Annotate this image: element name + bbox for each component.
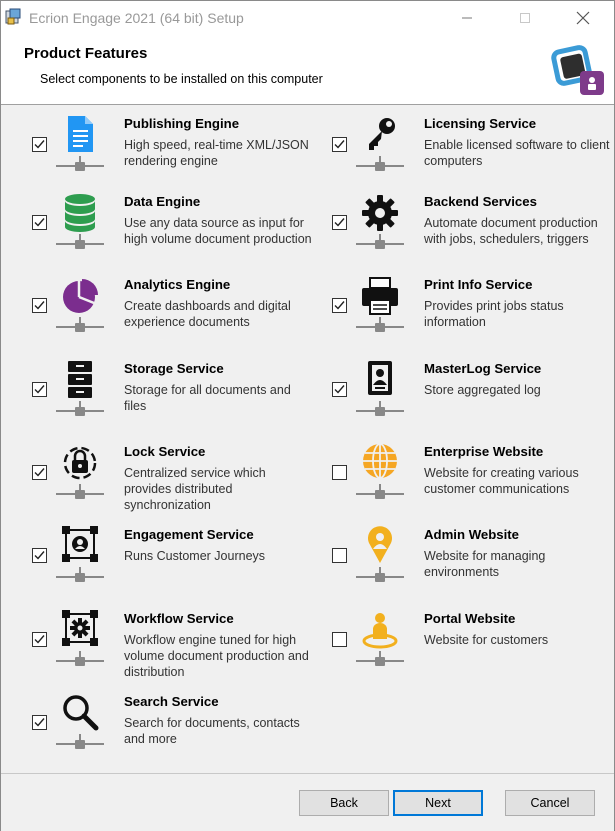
feature-name: Search Service xyxy=(124,694,219,709)
feature-checkbox[interactable] xyxy=(32,548,47,563)
feature-name: Publishing Engine xyxy=(124,116,240,131)
portal-icon xyxy=(359,609,401,651)
feature-admin-website xyxy=(332,525,615,605)
feature-description: High speed, real-time XML/JSON rendering engine xyxy=(124,138,309,168)
feature-name: Lock Service xyxy=(124,444,206,459)
feature-name: Enterprise Website xyxy=(424,444,544,459)
feature-enterprise-website xyxy=(332,442,615,522)
feature-description: Centralized service which provides distributed synchronization xyxy=(124,466,266,512)
lock-icon xyxy=(59,442,101,484)
network-node-icon xyxy=(56,734,104,750)
feature-description: Store aggregated log xyxy=(424,383,541,397)
feature-publishing-engine xyxy=(32,114,322,194)
gear-icon xyxy=(359,192,401,234)
feature-description: Create dashboards and digital experience documents xyxy=(124,299,291,329)
feature-checkbox[interactable] xyxy=(332,137,347,152)
checkmark-icon xyxy=(34,634,45,645)
minimize-icon xyxy=(461,12,473,24)
features-panel xyxy=(1,106,614,773)
minimize-button[interactable] xyxy=(444,1,490,34)
network-node-icon xyxy=(356,484,404,500)
close-icon xyxy=(576,11,590,25)
feature-checkbox[interactable] xyxy=(332,632,347,647)
document-icon xyxy=(59,114,101,156)
log-icon xyxy=(359,359,401,401)
network-node-icon xyxy=(56,317,104,333)
feature-search-service xyxy=(32,692,322,772)
key-icon xyxy=(359,114,401,156)
feature-checkbox[interactable] xyxy=(332,215,347,230)
feature-checkbox[interactable] xyxy=(32,632,47,647)
feature-storage-service xyxy=(32,359,322,439)
network-node-icon xyxy=(356,651,404,667)
button-bar xyxy=(1,773,614,831)
feature-lock-service xyxy=(32,442,322,522)
checkmark-icon xyxy=(334,139,345,150)
network-node-icon xyxy=(56,567,104,583)
feature-description: Automate document production with jobs, schedulers, triggers xyxy=(424,216,598,246)
engagement-icon xyxy=(59,525,101,567)
feature-description: Use any data source as input for high volume document production xyxy=(124,216,312,246)
feature-checkbox[interactable] xyxy=(332,382,347,397)
network-node-icon xyxy=(56,156,104,172)
feature-checkbox[interactable] xyxy=(32,715,47,730)
close-button[interactable] xyxy=(560,1,606,34)
network-node-icon xyxy=(56,234,104,250)
installer-app-icon xyxy=(5,8,23,26)
search-icon xyxy=(59,692,101,734)
feature-name: MasterLog Service xyxy=(424,361,542,376)
network-node-icon xyxy=(356,317,404,333)
feature-description: Runs Customer Journeys xyxy=(124,549,266,563)
feature-name: Storage Service xyxy=(124,361,224,376)
workflow-icon xyxy=(59,609,101,651)
network-node-icon xyxy=(356,401,404,417)
feature-checkbox[interactable] xyxy=(32,382,47,397)
feature-print-info-service xyxy=(332,275,615,355)
feature-checkbox[interactable] xyxy=(332,548,347,563)
checkmark-icon xyxy=(34,717,45,728)
back-button[interactable]: Back xyxy=(299,790,389,816)
feature-portal-website xyxy=(332,609,615,689)
feature-name: Engagement Service xyxy=(124,527,254,542)
feature-description: Website for creating various customer communications xyxy=(424,466,579,496)
page-title: Product Features xyxy=(24,45,148,62)
product-logo-icon xyxy=(550,43,606,99)
checkmark-icon xyxy=(34,217,45,228)
network-node-icon xyxy=(56,401,104,417)
checkmark-icon xyxy=(334,217,345,228)
network-node-icon xyxy=(356,567,404,583)
storage-icon xyxy=(59,359,101,401)
feature-workflow-service xyxy=(32,609,322,689)
feature-masterlog-service xyxy=(332,359,615,439)
header-banner xyxy=(1,34,614,105)
feature-description: Website for managing environments xyxy=(424,549,546,579)
checkmark-icon xyxy=(34,300,45,311)
feature-engagement-service xyxy=(32,525,322,605)
feature-name: Data Engine xyxy=(124,194,201,209)
feature-description: Enable licensed software to client computers xyxy=(424,138,610,168)
feature-description: Search for documents, contacts and more xyxy=(124,716,300,746)
feature-checkbox[interactable] xyxy=(32,137,47,152)
network-node-icon xyxy=(56,651,104,667)
next-button[interactable]: Next xyxy=(393,790,483,816)
checkmark-icon xyxy=(34,384,45,395)
page-subtitle: Select components to be installed on this computer xyxy=(40,72,323,86)
checkmark-icon xyxy=(34,467,45,478)
feature-description: Workflow engine tuned for high volume document production and distribution xyxy=(124,633,309,679)
feature-name: Licensing Service xyxy=(424,116,537,131)
feature-licensing-service xyxy=(332,114,615,194)
feature-checkbox[interactable] xyxy=(32,215,47,230)
pie-chart-icon xyxy=(59,275,101,317)
feature-description: Website for customers xyxy=(424,633,549,647)
feature-name: Workflow Service xyxy=(124,611,234,626)
feature-name: Analytics Engine xyxy=(124,277,231,292)
cancel-button[interactable]: Cancel xyxy=(505,790,595,816)
checkmark-icon xyxy=(334,384,345,395)
feature-description: Storage for all documents and files xyxy=(124,383,291,413)
feature-analytics-engine xyxy=(32,275,322,355)
database-icon xyxy=(59,192,101,234)
feature-description: Provides print jobs status information xyxy=(424,299,564,329)
feature-checkbox[interactable] xyxy=(32,298,47,313)
feature-name: Print Info Service xyxy=(424,277,533,292)
feature-backend-services xyxy=(332,192,615,272)
feature-checkbox[interactable] xyxy=(332,298,347,313)
checkmark-icon xyxy=(34,139,45,150)
feature-name: Portal Website xyxy=(424,611,516,626)
network-node-icon xyxy=(56,484,104,500)
checkmark-icon xyxy=(34,550,45,561)
feature-checkbox[interactable] xyxy=(332,465,347,480)
network-node-icon xyxy=(356,156,404,172)
maximize-icon xyxy=(519,12,531,24)
feature-checkbox[interactable] xyxy=(32,465,47,480)
feature-name: Backend Services xyxy=(424,194,537,209)
network-node-icon xyxy=(356,234,404,250)
printer-icon xyxy=(359,275,401,317)
checkmark-icon xyxy=(334,300,345,311)
globe-icon xyxy=(359,442,401,484)
feature-name: Admin Website xyxy=(424,527,520,542)
admin-pin-icon xyxy=(359,525,401,567)
maximize-button[interactable] xyxy=(502,1,548,34)
feature-data-engine xyxy=(32,192,322,272)
title-bar xyxy=(1,1,614,34)
window-title: Ecrion Engage 2021 (64 bit) Setup xyxy=(29,10,244,26)
